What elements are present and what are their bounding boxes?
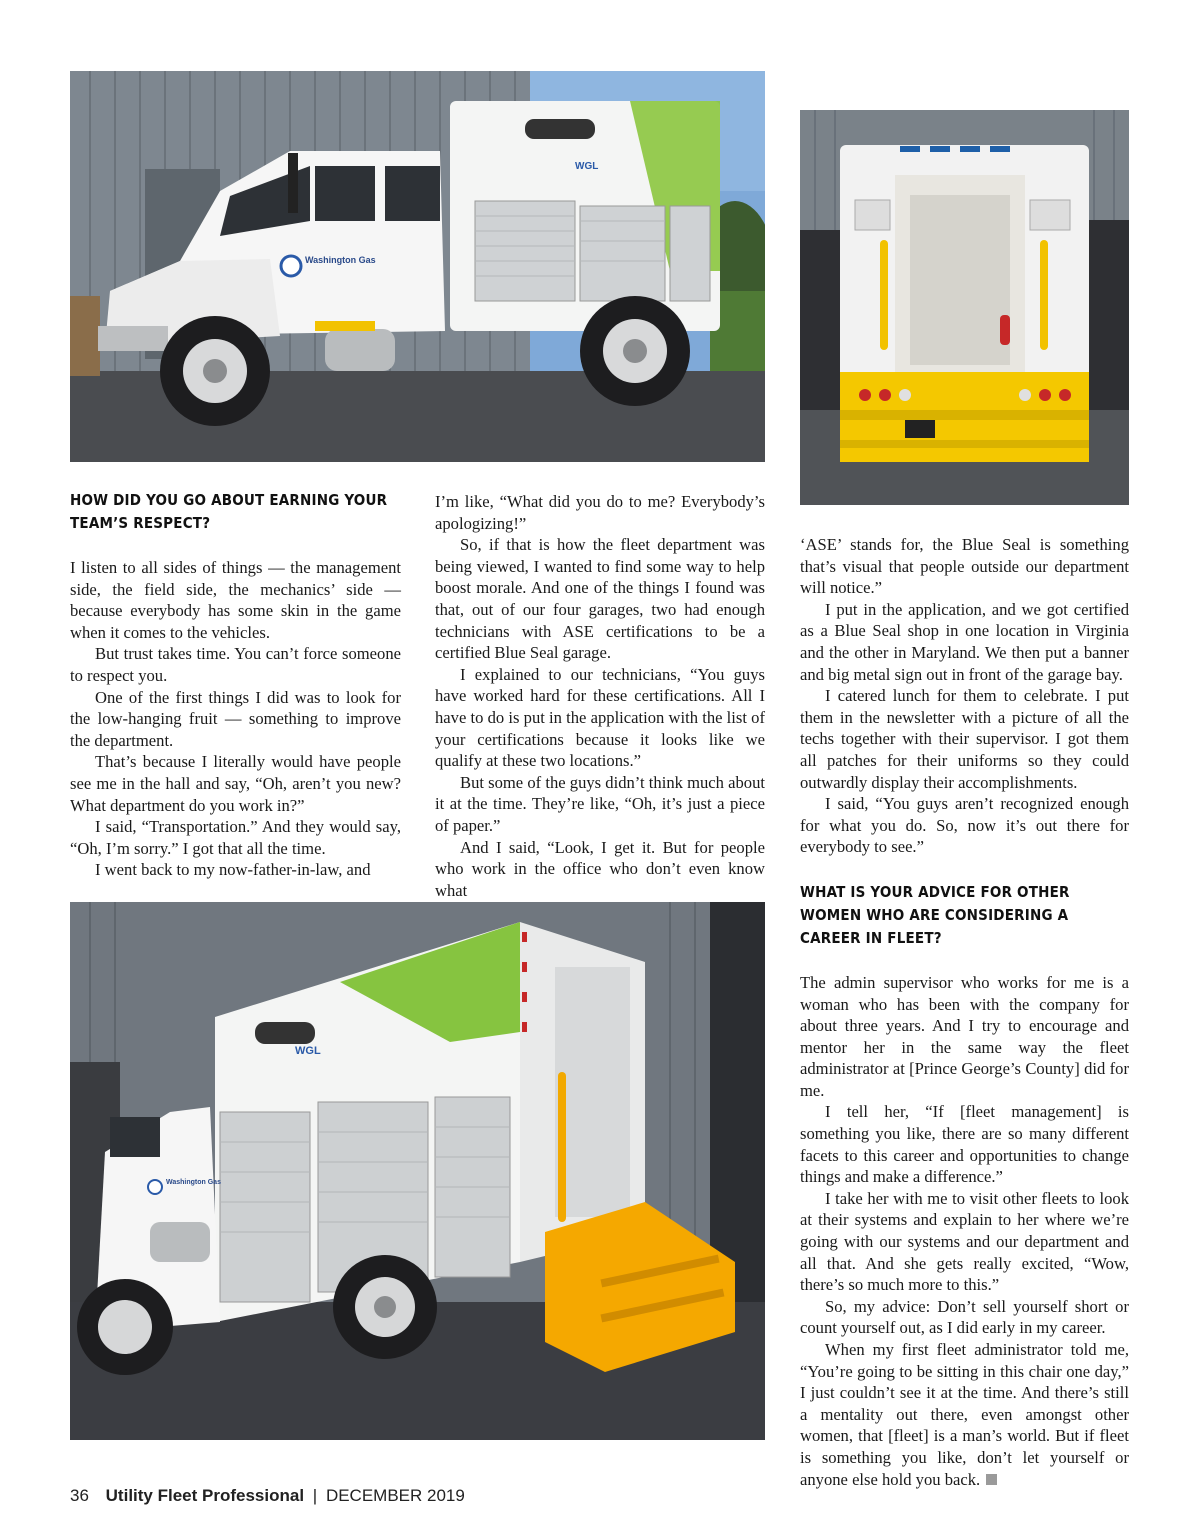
paragraph: I explained to our technicians, “You guys have worked hard for these certifications. All I have to do is put in the application with the list of your certifications because it looks like we qualify at these two locations.”: [435, 664, 765, 771]
publication-name: Utility Fleet Professional: [105, 1486, 305, 1505]
paragraph: So, my advice: Don’t sell yourself short or count yourself out, as I did early in my career.: [800, 1296, 1129, 1338]
washington-gas-logo-icon: [148, 1180, 162, 1194]
svg-text:WGL: WGL: [295, 1045, 321, 1057]
article-column-1: [70, 489, 401, 881]
section-heading-advice: WHAT IS YOUR ADVICE FOR OTHER WOMEN WHO ARE CONSIDERING A CAREER IN FLEET?: [800, 882, 1070, 947]
paragraph: I’m like, “What did you do to me? Everybody’s apologizing!”: [435, 492, 765, 533]
paragraph: I take her with me to visit other fleets to look at their systems and explain to her where we’re going with our systems and our department and all that. And she gets really excited, “Wow, there’s so much more to this.”: [800, 1188, 1129, 1295]
paragraph: I said, “You guys aren’t recognized enough for what you do. So, now it’s out there for everybody to see.”: [800, 794, 1129, 857]
paragraph: One of the first things I did was to look for the low-hanging fruit — something to improve the department.: [70, 687, 401, 750]
paragraph-final: [800, 1339, 1129, 1490]
paragraph: And I said, “Look, I get it. But for people who work in the office who don’t even know what: [435, 837, 765, 900]
photo-truck-rear-quarter-view: [70, 902, 765, 1440]
paragraph: I went back to my now-father-in-law, and: [95, 860, 371, 880]
svg-text:WGL: WGL: [575, 161, 599, 172]
page-footer: [70, 1486, 465, 1506]
photo-truck-rear-view: [800, 110, 1129, 505]
paragraph: But some of the guys didn’t think much about it at the time. They’re like, “Oh, it’s just a piece of paper.”: [435, 772, 765, 835]
photo-truck-side-view: [70, 71, 765, 462]
paragraph: That’s because I literally would have people see me in the hall and say, “Oh, aren’t you new? What department do you work in?”: [70, 752, 401, 815]
final-paragraph-text: When my first fleet administrator told me, “You’re going to be sitting in this chair one day,” I just couldn’t see it at the time. And there’s still a mentality out there, even amongst other women, that [fleet] is a man’s world. But if fleet is something you like, don’t let yourself or anyone else hold you back.: [800, 1340, 1129, 1489]
washington-gas-logo-icon: [281, 256, 301, 276]
truck-rear-illustration: [800, 110, 1129, 505]
issue-date: DECEMBER 2019: [325, 1486, 465, 1505]
paragraph: ‘ASE’ stands for, the Blue Seal is something that’s visual that people outside our department will notice.”: [800, 535, 1129, 598]
truck-quarter-illustration: [70, 902, 765, 1440]
article-column-3: [800, 534, 1129, 1490]
paragraph: I tell her, “If [fleet management] is something you like, there are so many different facets to this career and opportunities to change things and make a difference.”: [800, 1102, 1129, 1187]
paragraph: But trust takes time. You can’t force someone to respect you.: [70, 644, 401, 685]
paragraph: So, if that is how the fleet department was being viewed, I wanted to find some way to help boost morale. And one of the things I found was that, out of our four garages, two had enough technicians with ASE certifications to be a certified Blue Seal garage.: [435, 535, 765, 663]
page-number: 36: [70, 1486, 89, 1505]
end-of-article-mark-icon: [986, 1474, 997, 1485]
article-column-2: [435, 491, 765, 901]
paragraph: I listen to all sides of things — the management side, the field side, the mechanics’ side — because everybody has some skin in the game when it comes to the vehicles.: [70, 558, 401, 642]
section-heading-earning-respect: HOW DID YOU GO ABOUT EARNING YOUR TEAM’S RESPECT?: [70, 491, 388, 532]
paragraph: I put in the application, and we got certified as a Blue Seal shop in one location in Virginia and the other in Maryland. We then put a banner and big metal sign out in front of the garage bay.: [800, 599, 1129, 684]
svg-text:Washington Gas: Washington Gas: [166, 1179, 221, 1186]
paragraph: I said, “Transportation.” And they would say, “Oh, I’m sorry.” I got that all the time.: [70, 817, 401, 858]
svg-text:Washington Gas: Washington Gas: [305, 255, 376, 265]
paragraph: The admin supervisor who works for me is a woman who has been with the company for about three years. And I try to encourage and mentor her in the same way the fleet administrator at [Prince George’s County] did for me.: [800, 972, 1129, 1100]
paragraph: I catered lunch for them to celebrate. I put them in the newsletter with a picture of all the techs together with their supervisor. I got them all patches for their uniforms so they could outwardly display their accomplishments.: [800, 686, 1129, 792]
footer-separator: |: [312, 1486, 318, 1505]
truck-side-illustration: [70, 71, 765, 462]
